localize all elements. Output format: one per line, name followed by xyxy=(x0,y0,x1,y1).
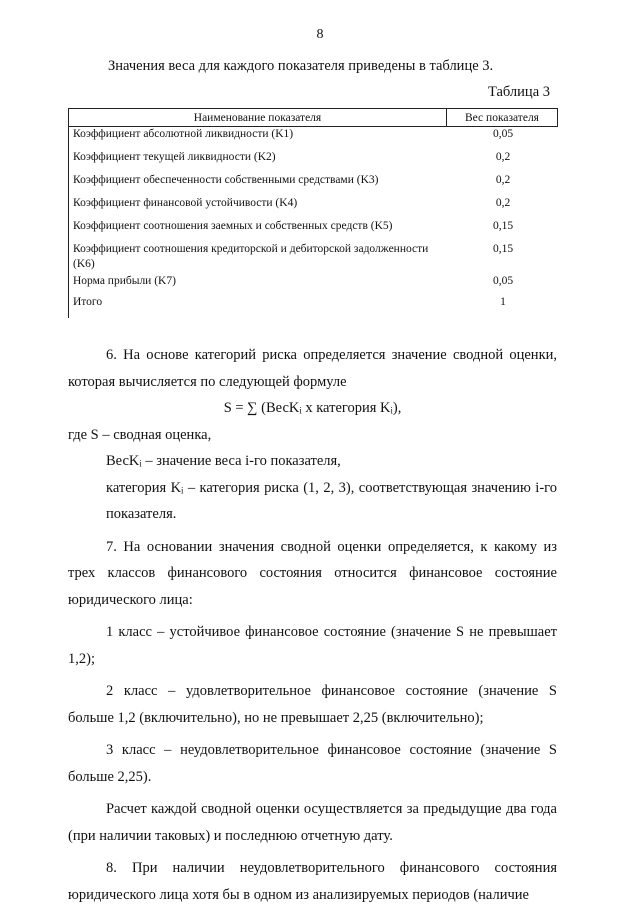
indicator-weight: 0,15 xyxy=(492,220,514,232)
page-number: 8 xyxy=(316,27,324,42)
intro-sentence: Значения веса для каждого показателя приведены в таблице 3. xyxy=(108,58,494,74)
paragraph-8: 8. При наличии неудовлетворительного финансового состояния юридического лица хотя бы в одном из анализируемых периодов (наличие xyxy=(68,860,557,903)
header-weight: Вес показателя xyxy=(447,109,558,127)
where-s: где S – сводная оценка, xyxy=(68,426,212,443)
indicator-name: Коэффициент соотношения заемных и собственных средств (K5) xyxy=(69,219,447,242)
table-header-row xyxy=(69,109,558,127)
body-text xyxy=(68,342,557,908)
indicator-weight: 0,2 xyxy=(495,197,511,209)
table-row-total xyxy=(69,295,558,318)
table-row xyxy=(69,173,558,196)
table-row xyxy=(69,127,558,151)
indicator-weight: 0,2 xyxy=(495,174,511,186)
header-indicator-name: Наименование показателя xyxy=(69,109,447,127)
indicator-name: Коэффициент финансовой устойчивости (K4) xyxy=(69,196,447,219)
class-3: 3 класс – неудовлетворительное финансовое состояние (значение S больше 2,25). xyxy=(68,742,557,785)
indicator-name: Коэффициент обеспеченности собственными средствами (K3) xyxy=(69,173,447,196)
weights-table xyxy=(68,108,558,318)
indicator-name: Коэффициент соотношения кредиторской и дебиторской задолженности (K6) xyxy=(69,242,447,274)
table-row xyxy=(69,219,558,242)
indicator-weight: 0,2 xyxy=(495,151,511,163)
indicator-name: Коэффициент текущей ликвидности (K2) xyxy=(69,150,447,173)
paragraph-6: 6. На основе категорий риска определяется значение сводной оценки, которая вычисляется по следующей формуле xyxy=(68,347,557,390)
where-weight: ВесKᵢ – значение веса i-го показателя, xyxy=(106,453,341,469)
total-label: Итого xyxy=(69,295,447,318)
calculation-note: Расчет каждой сводной оценки осуществляется за предыдущие два года (при наличии таковых) и последнюю отчетную дату. xyxy=(68,801,557,844)
indicator-weight: 0,05 xyxy=(492,275,514,287)
indicator-name: Норма прибыли (K7) xyxy=(69,274,447,295)
table-caption: Таблица 3 xyxy=(487,84,550,100)
indicator-name: Коэффициент абсолютной ликвидности (K1) xyxy=(69,127,447,151)
indicator-weight: 0,05 xyxy=(492,128,514,140)
table-row xyxy=(69,242,558,274)
where-category: категория Kᵢ – категория риска (1, 2, 3), соответствующая значению i-го показателя. xyxy=(106,479,557,522)
paragraph-7: 7. На основании значения сводной оценки определяется, к какому из трех классов финансового состояния относится финансовое состояние юридического лица: xyxy=(68,538,557,608)
table-row xyxy=(69,196,558,219)
formula: S = ∑ (ВесKᵢ x категория Kᵢ), xyxy=(223,400,402,416)
total-weight: 1 xyxy=(500,296,506,308)
class-2: 2 класс – удовлетворительное финансовое состояние (значение S больше 1,2 (включительно), но не превышает 2,25 (включительно); xyxy=(68,683,557,726)
table-row xyxy=(69,274,558,295)
indicator-weight: 0,15 xyxy=(492,243,514,255)
table-row xyxy=(69,150,558,173)
class-1: 1 класс – устойчивое финансовое состояние (значение S не превышает 1,2); xyxy=(68,624,557,667)
